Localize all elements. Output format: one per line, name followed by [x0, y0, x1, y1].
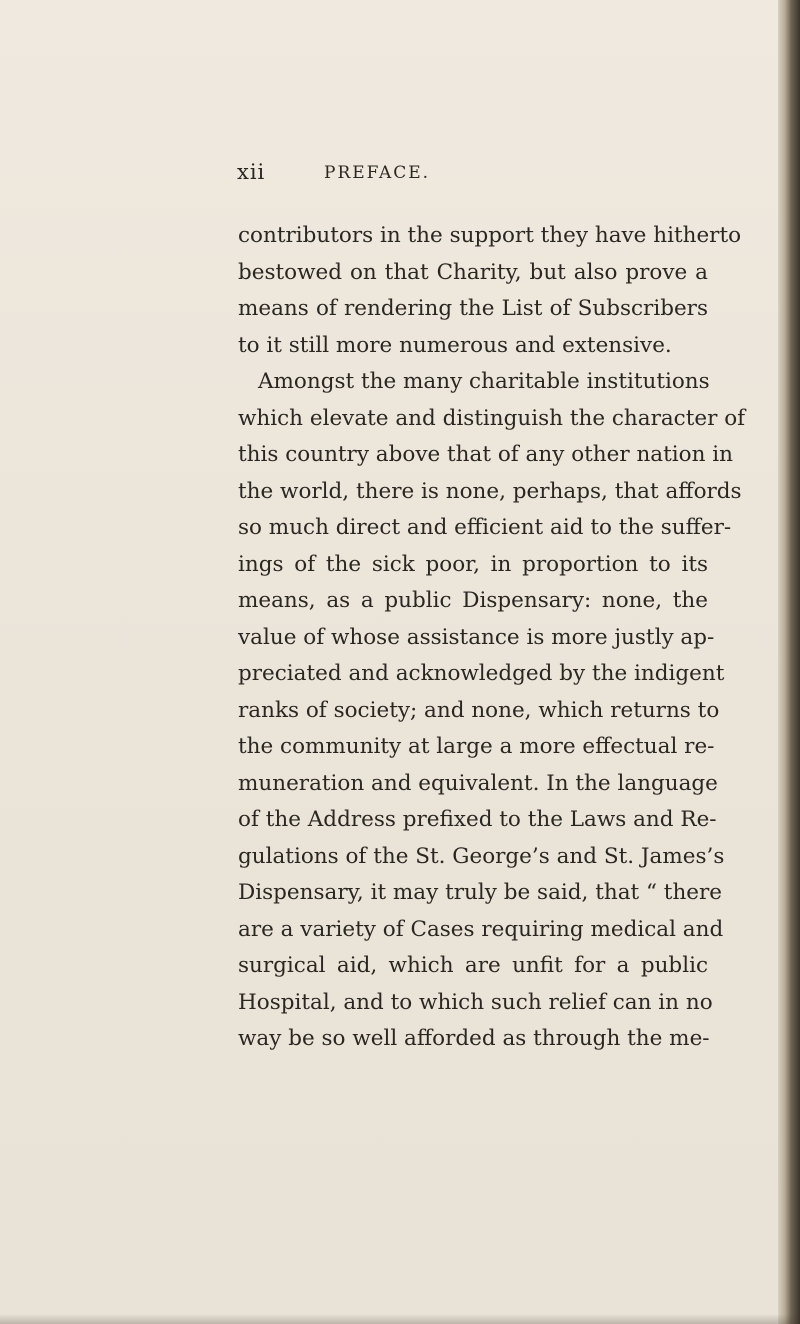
text-line: surgical aid, which are unfit for a public: [238, 953, 708, 978]
text-line: Dispensary, it may truly be said, that “ there: [238, 880, 723, 905]
text-line: to it still more numerous and extensive.: [238, 332, 672, 358]
running-head: PREFACE.: [324, 163, 431, 183]
bottom-edge-shadow: [0, 1314, 800, 1324]
paragraph-2: [238, 364, 746, 1058]
text-line: value of whose assistance is more justly ap-: [238, 624, 715, 650]
text-line: Amongst the many charitable institutions: [258, 369, 710, 394]
body-text: [238, 218, 746, 1058]
text-line: ings of the sick poor, in proportion to its: [238, 551, 708, 577]
paragraph-1: [238, 218, 742, 364]
text-line: contributors in the support they have hitherto: [238, 223, 742, 248]
text-line: ranks of society; and none, which returns to: [238, 697, 720, 723]
text-line: way be so well afforded as through the me-: [238, 1026, 710, 1051]
text-line: Hospital, and to which such relief can in no: [238, 989, 713, 1015]
text-line: the world, there is none, perhaps, that affords: [238, 478, 742, 504]
text-line: gulations of the St. George’s and St. James’s: [238, 843, 725, 869]
page-edge-shadow: [778, 0, 800, 1324]
text-line: muneration and equivalent. In the language: [238, 770, 718, 796]
text-line: this country above that of any other nation in: [238, 442, 733, 467]
page-header: [237, 160, 757, 190]
page-number: xii: [237, 160, 266, 184]
text-line: of the Address prefixed to the Laws and Re-: [238, 807, 717, 832]
text-line: preciated and acknowledged by the indigent: [238, 661, 725, 686]
text-line: which elevate and distinguish the character of: [238, 405, 746, 431]
text-line: the community at large a more effectual re-: [238, 734, 715, 759]
text-line: so much direct and efficient aid to the suffer-: [238, 515, 732, 540]
text-line: are a variety of Cases requiring medical and: [238, 916, 724, 942]
text-line: bestowed on that Charity, but also prove a: [238, 259, 708, 285]
text-line: means of rendering the List of Subscribers: [238, 296, 708, 321]
text-line: means, as a public Dispensary: none, the: [238, 588, 708, 613]
